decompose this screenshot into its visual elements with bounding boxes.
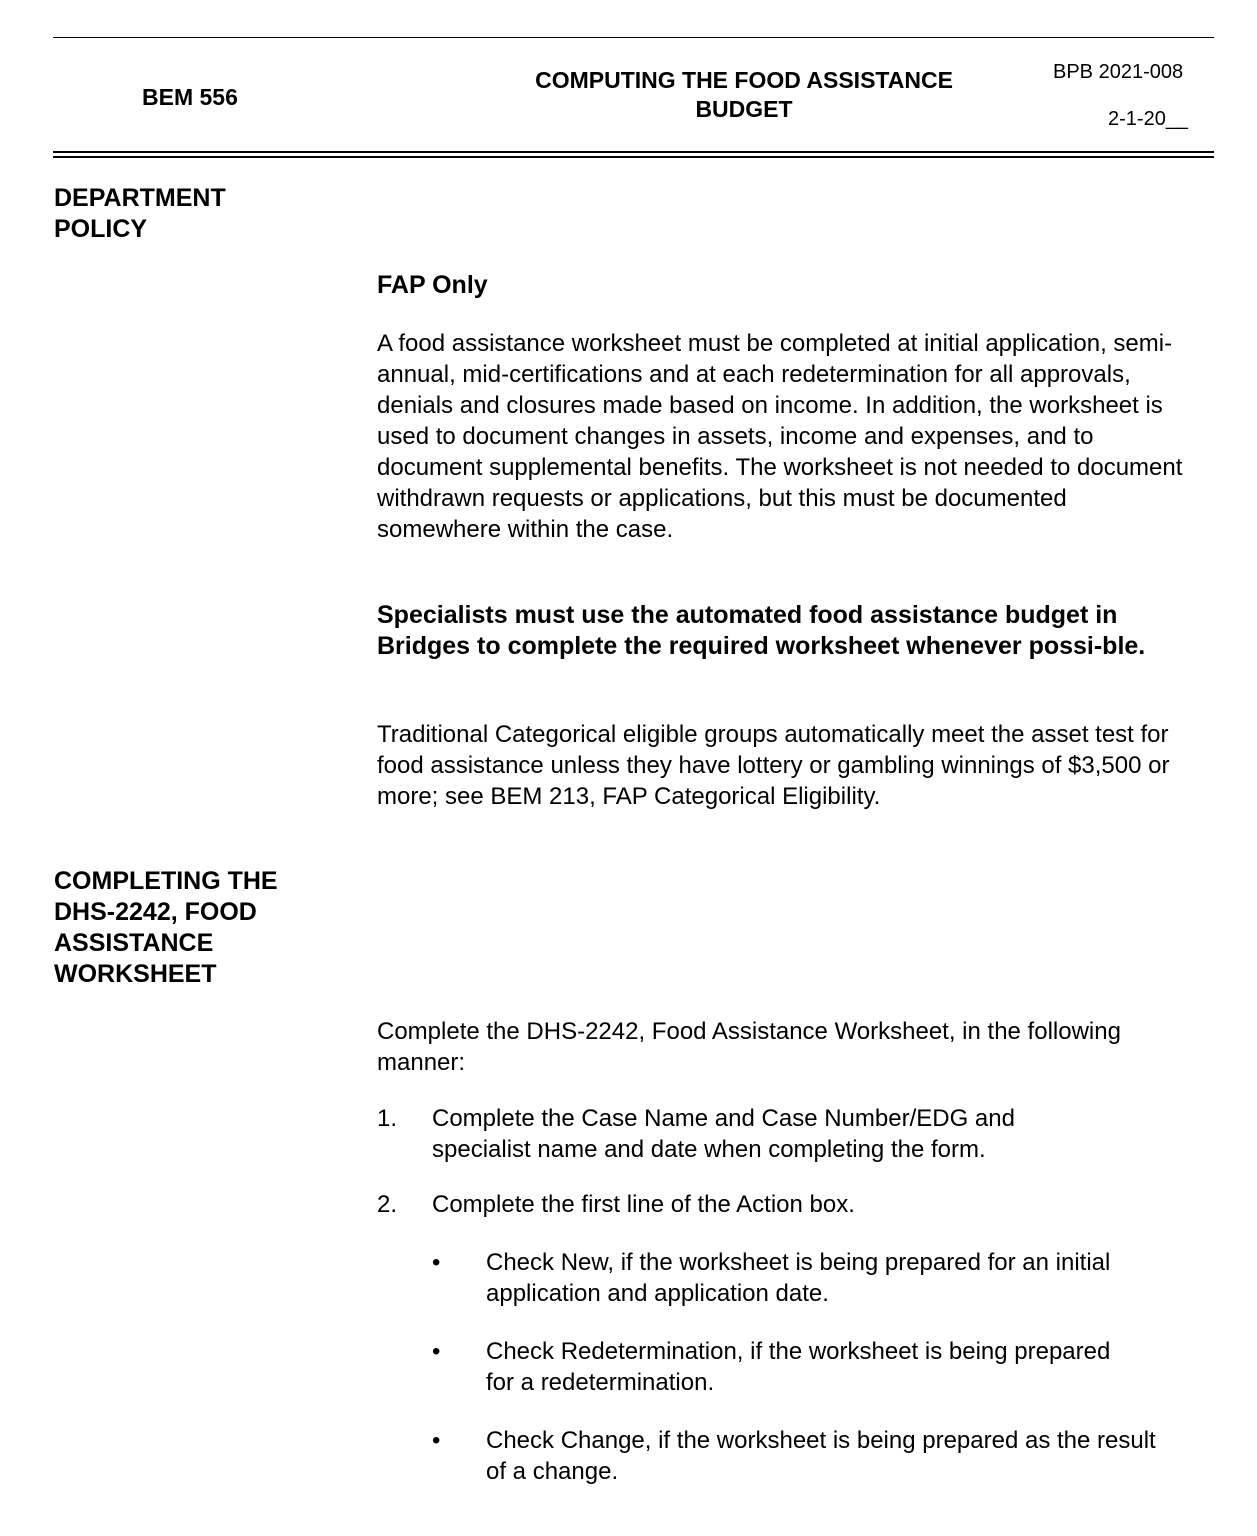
completing-heading-line-1: COMPLETING THE (54, 867, 278, 895)
completing-worksheet-heading (54, 866, 278, 990)
step-item (377, 1189, 1197, 1220)
step-text: Complete the Case Name and Case Number/EDG and specialist name and date when completing the form. (432, 1105, 1015, 1163)
department-policy-heading (54, 183, 226, 245)
bullet-icon: • (432, 1427, 441, 1454)
completing-heading-line-2: DHS-2242, FOOD (54, 898, 257, 926)
worksheet-requirement-text: A food assistance worksheet must be completed at initial application, semi-annual, mid-certifications and at each redetermination for all approvals, denials and closures made based on income. In addition, the worksheet is used to document changes in assets, income and expenses, and to document supplemental benefits. The worksheet is not needed to document withdrawn requests or applications, but this must be documented somewhere within the case. (377, 330, 1183, 543)
bullet-item-redetermination (432, 1336, 1132, 1398)
bridges-requirement-text: Specialists must use the automated food assistance budget in Bridges to complete the required worksheet whenever possi-ble. (377, 601, 1146, 660)
bullet-text: Check Change, if the worksheet is being prepared as the result of a change. (486, 1427, 1156, 1485)
completing-heading-line-3: ASSISTANCE (54, 929, 214, 957)
header-bottom-rule-2 (53, 156, 1214, 158)
categorical-eligibility-paragraph (377, 719, 1197, 812)
bullet-icon: • (432, 1249, 441, 1276)
worksheet-intro-paragraph (377, 1016, 1137, 1078)
step-item (377, 1103, 1097, 1165)
bullet-text: Check New, if the worksheet is being prepared for an initial application and application date. (486, 1249, 1111, 1307)
doc-title-line-2: BUDGET (695, 96, 793, 122)
fap-only-subheading: FAP Only (377, 271, 488, 299)
department-policy-heading-line-1: DEPARTMENT (54, 184, 226, 212)
doc-id: BEM 556 (142, 84, 238, 110)
step-number: 1. (377, 1105, 398, 1132)
effective-date: 2-1-20__ (1108, 108, 1189, 130)
bullet-item-new (432, 1247, 1132, 1309)
department-policy-heading-line-2: POLICY (54, 215, 148, 243)
bullet-icon: • (432, 1338, 441, 1365)
categorical-eligibility-text: Traditional Categorical eligible groups automatically meet the asset test for food assistance unless they have lottery or gambling winnings of $3,500 or more; see BEM 213, FAP Categorical Eligibility. (377, 721, 1170, 810)
step-number: 2. (377, 1191, 398, 1218)
bullet-text: Check Redetermination, if the worksheet is being prepared for a redetermination. (486, 1338, 1111, 1396)
step-text: Complete the first line of the Action box. (432, 1191, 855, 1218)
worksheet-intro-text: Complete the DHS-2242, Food Assistance Worksheet, in the following manner: (377, 1018, 1121, 1076)
completing-heading-line-4: WORKSHEET (54, 960, 217, 988)
worksheet-requirement-paragraph (377, 328, 1197, 545)
doc-title (494, 66, 994, 124)
header-top-rule (53, 37, 1214, 38)
bridges-requirement-paragraph (377, 600, 1197, 662)
bullet-item-change (432, 1425, 1172, 1487)
header-bottom-rule-1 (53, 151, 1214, 153)
doc-title-line-1: COMPUTING THE FOOD ASSISTANCE (535, 67, 953, 93)
bulletin-number: BPB 2021-008 (1053, 61, 1184, 83)
